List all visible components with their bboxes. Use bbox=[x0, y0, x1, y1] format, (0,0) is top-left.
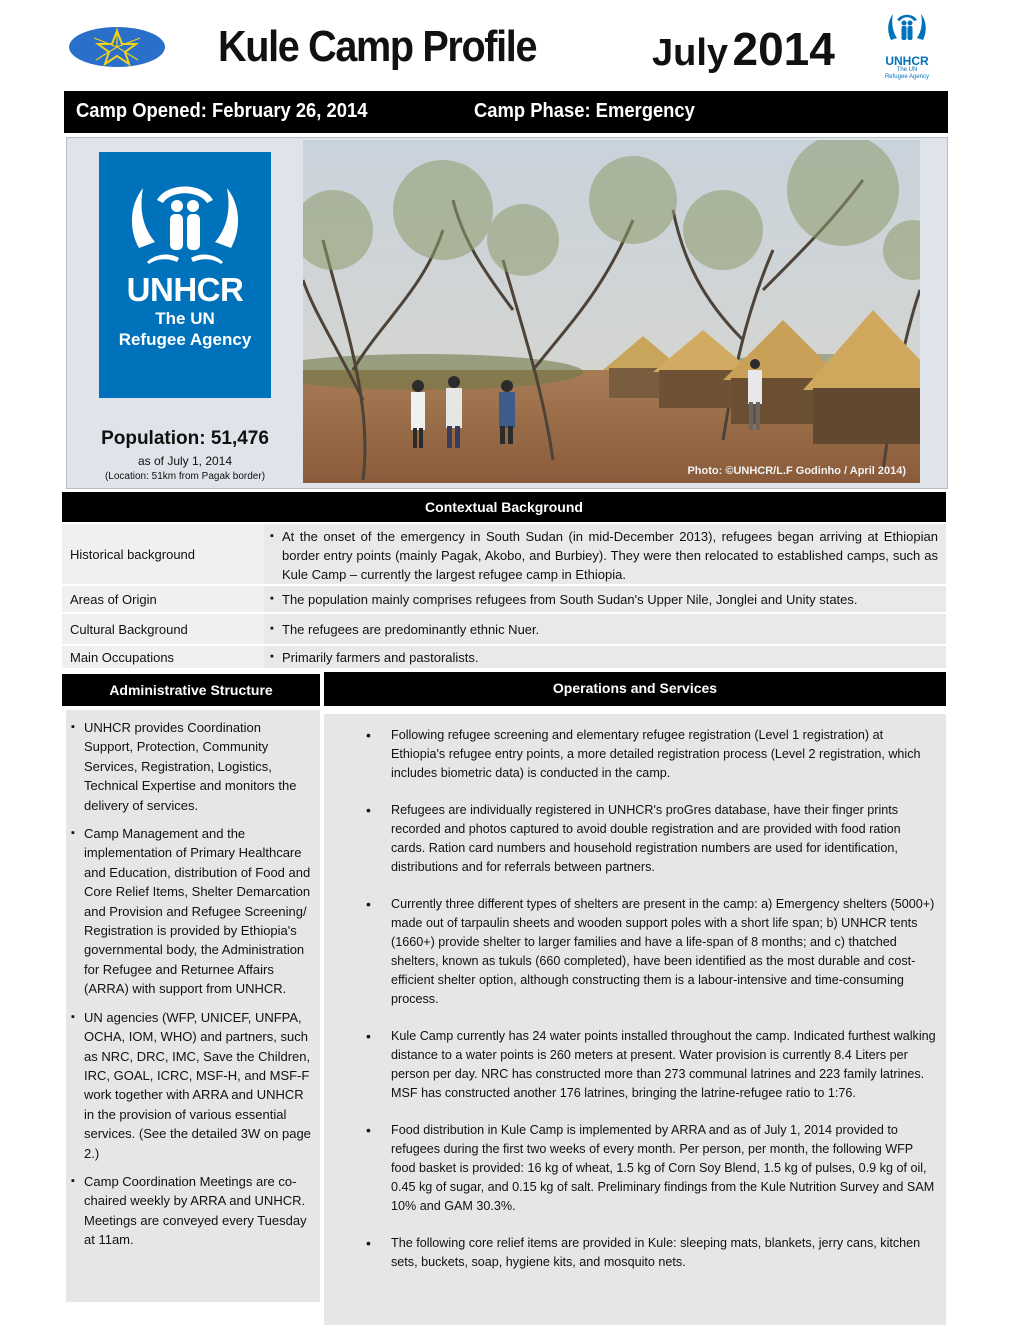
population-figure: Population: 51,476 bbox=[101, 428, 269, 449]
ops-list-item: • Kule Camp currently has 24 water points installed throughout the camp. Indicated furthest walking distance to a water points is 260 meters at present. Water provision is currently 8.4 Liters per person per day. NRC has constructed more than 273 communal latrines and 223 family latrines. MSF has constructed another 176 latrines, bringing the latrine-refugee ratio to 1:76. bbox=[336, 1027, 936, 1103]
ops-list-item: • Refugees are individually registered in UNHCR's proGres database, have their finger prints recorded and photos captured to avoid double registration and are provided with food ration cards. Ration card numbers and household registration numbers are used for identification, distributions and for referrals between partners. bbox=[336, 801, 936, 877]
admin-list-item: ▪ Camp Management and the implementation of Primary Healthcare and Education, distribution of Food and Core Relief Items, Shelter Demarcation and Provision and Refugee Screening/ Registration is provided by Ethiopia's governmental body, the Administration for Refugee and Returnee Affairs (ARRA) with support from UNHCR. bbox=[70, 824, 312, 999]
unhcr-header-logo bbox=[876, 10, 938, 82]
camp-location: (Location: 51km from Pagak border) bbox=[104, 471, 266, 482]
administrative-structure-heading: Administrative Structure bbox=[62, 674, 320, 706]
camp-opened-text: Camp Opened: February 26, 2014 bbox=[76, 100, 368, 122]
admin-list-item: ▪ UN agencies (WFP, UNICEF, UNFPA, OCHA, IOM, WHO) and partners, such as NRC, DRC, IMC, Save the Children, IRC, GOAL, ICRC, MSF-H, and MSF-F work together with ARRA and UNHCR in the provision of various essential services. (See the detailed 3W on page 2.) bbox=[70, 1008, 312, 1163]
unhcr-logo-word: UNHCR bbox=[126, 271, 244, 308]
camp-photo bbox=[303, 140, 920, 483]
photo-credit: Photo: ©UNHCR/L.F Godinho / April 2014) bbox=[687, 465, 906, 477]
hero-section bbox=[66, 137, 948, 489]
background-row-label: Main Occupations bbox=[62, 646, 264, 668]
background-row-value: ▪ Primarily farmers and pastoralists. bbox=[264, 646, 946, 668]
ops-list-item: • Currently three different types of shelters are present in the camp: a) Emergency shelters (5000+) made out of tarpaulin sheets and wooden support poles with a short life span; b) UNHCR tents (1660+) provide shelter to larger families and have a life-span of 8 months; and c) thatched shelters, known as tukuls (660 completed), have been identified as the most durable and cost-efficient shelter option, although constructing them is a labour-intensive and time-consuming process. bbox=[336, 895, 936, 1009]
page-title: Kule Camp Profile bbox=[218, 22, 537, 71]
ops-list bbox=[336, 726, 936, 1272]
background-row-origin bbox=[62, 586, 946, 614]
administrative-structure-panel bbox=[66, 710, 320, 1302]
background-row-historical bbox=[62, 524, 946, 586]
unhcr-logo-line2: Refugee Agency bbox=[118, 330, 252, 349]
contextual-background-heading: Contextual Background bbox=[62, 492, 946, 522]
unhcr-header-logo-sub2: Refugee Agency bbox=[884, 74, 930, 80]
unhcr-emblem-icon bbox=[885, 10, 929, 48]
background-row-value: ▪ The refugees are predominantly ethnic Nuer. bbox=[264, 614, 946, 644]
ops-list-item: • The following core relief items are provided in Kule: sleeping mats, blankets, jerry cans, kitchen sets, buckets, soap, hygiene kits, and mosquito nets. bbox=[336, 1234, 936, 1272]
operations-services-panel bbox=[324, 714, 946, 1325]
background-row-value: ▪ At the onset of the emergency in South Sudan (in mid-December 2013), refugees began arriving at Ethiopian border entry points (mainly Pagak, Akobo, and Burbiey). They were then relocated to established camps, such as Kule Camp – currently the largest refugee camp in Ethiopia. bbox=[264, 524, 946, 584]
background-row-value: ▪ The population mainly comprises refugees from South Sudan's Upper Nile, Jonglei and Unity states. bbox=[264, 586, 946, 612]
admin-list-item: ▪ Camp Coordination Meetings are co-chaired weekly by ARRA and UNHCR. Meetings are conveyed every Tuesday at 11am. bbox=[70, 1172, 312, 1250]
camp-phase-text: Camp Phase: Emergency bbox=[474, 100, 695, 122]
background-row-label: Historical background bbox=[62, 524, 264, 584]
ops-list-item: • Following refugee screening and elementary refugee registration (Level 1 registration) at Ethiopia's refugee entry points, a more detailed registration process (Level 2 registration, which includes biometric data) is conducted in the camp. bbox=[336, 726, 936, 783]
unhcr-emblem-large-icon bbox=[125, 178, 245, 264]
background-row-label: Areas of Origin bbox=[62, 586, 264, 612]
page-header bbox=[0, 0, 1024, 88]
background-row-occupations bbox=[62, 646, 946, 670]
admin-list-item: ▪ UNHCR provides Coordination Support, Protection, Community Services, Registration, Logistics, Technical Expertise and monitors the delivery of services. bbox=[70, 718, 312, 815]
report-year: 2014 bbox=[732, 23, 835, 75]
background-row-label: Cultural Background bbox=[62, 614, 264, 644]
unhcr-logo-box bbox=[99, 152, 271, 398]
camp-info-bar bbox=[64, 91, 948, 133]
camp-photo-illustration bbox=[303, 140, 920, 483]
unhcr-header-logo-sub1: The UN bbox=[896, 67, 918, 73]
ethiopia-emblem-icon bbox=[68, 26, 166, 68]
operations-services-heading: Operations and Services bbox=[324, 672, 946, 706]
ops-list-item: • Food distribution in Kule Camp is implemented by ARRA and as of July 1, 2014 provided to refugees during the first two weeks of every month. Per person, per month, the following WFP food basket is provided: 16 kg of wheat, 1.5 kg of Corn Soy Blend, 1.5 kg of pulses, 0.9 kg of oil, 0.45 kg of sugar, and 0.15 kg of salt. Preliminary findings from the Kule Nutrition Survey and SAM 10% and GAM 30.3%. bbox=[336, 1121, 936, 1216]
unhcr-header-logo-word: UNHCR bbox=[885, 54, 929, 68]
admin-list bbox=[70, 718, 312, 1250]
report-date bbox=[652, 22, 835, 76]
report-month: July bbox=[652, 32, 729, 74]
background-row-cultural bbox=[62, 614, 946, 646]
population-date: as of July 1, 2014 bbox=[137, 454, 233, 468]
unhcr-logo-line1: The UN bbox=[155, 309, 215, 328]
